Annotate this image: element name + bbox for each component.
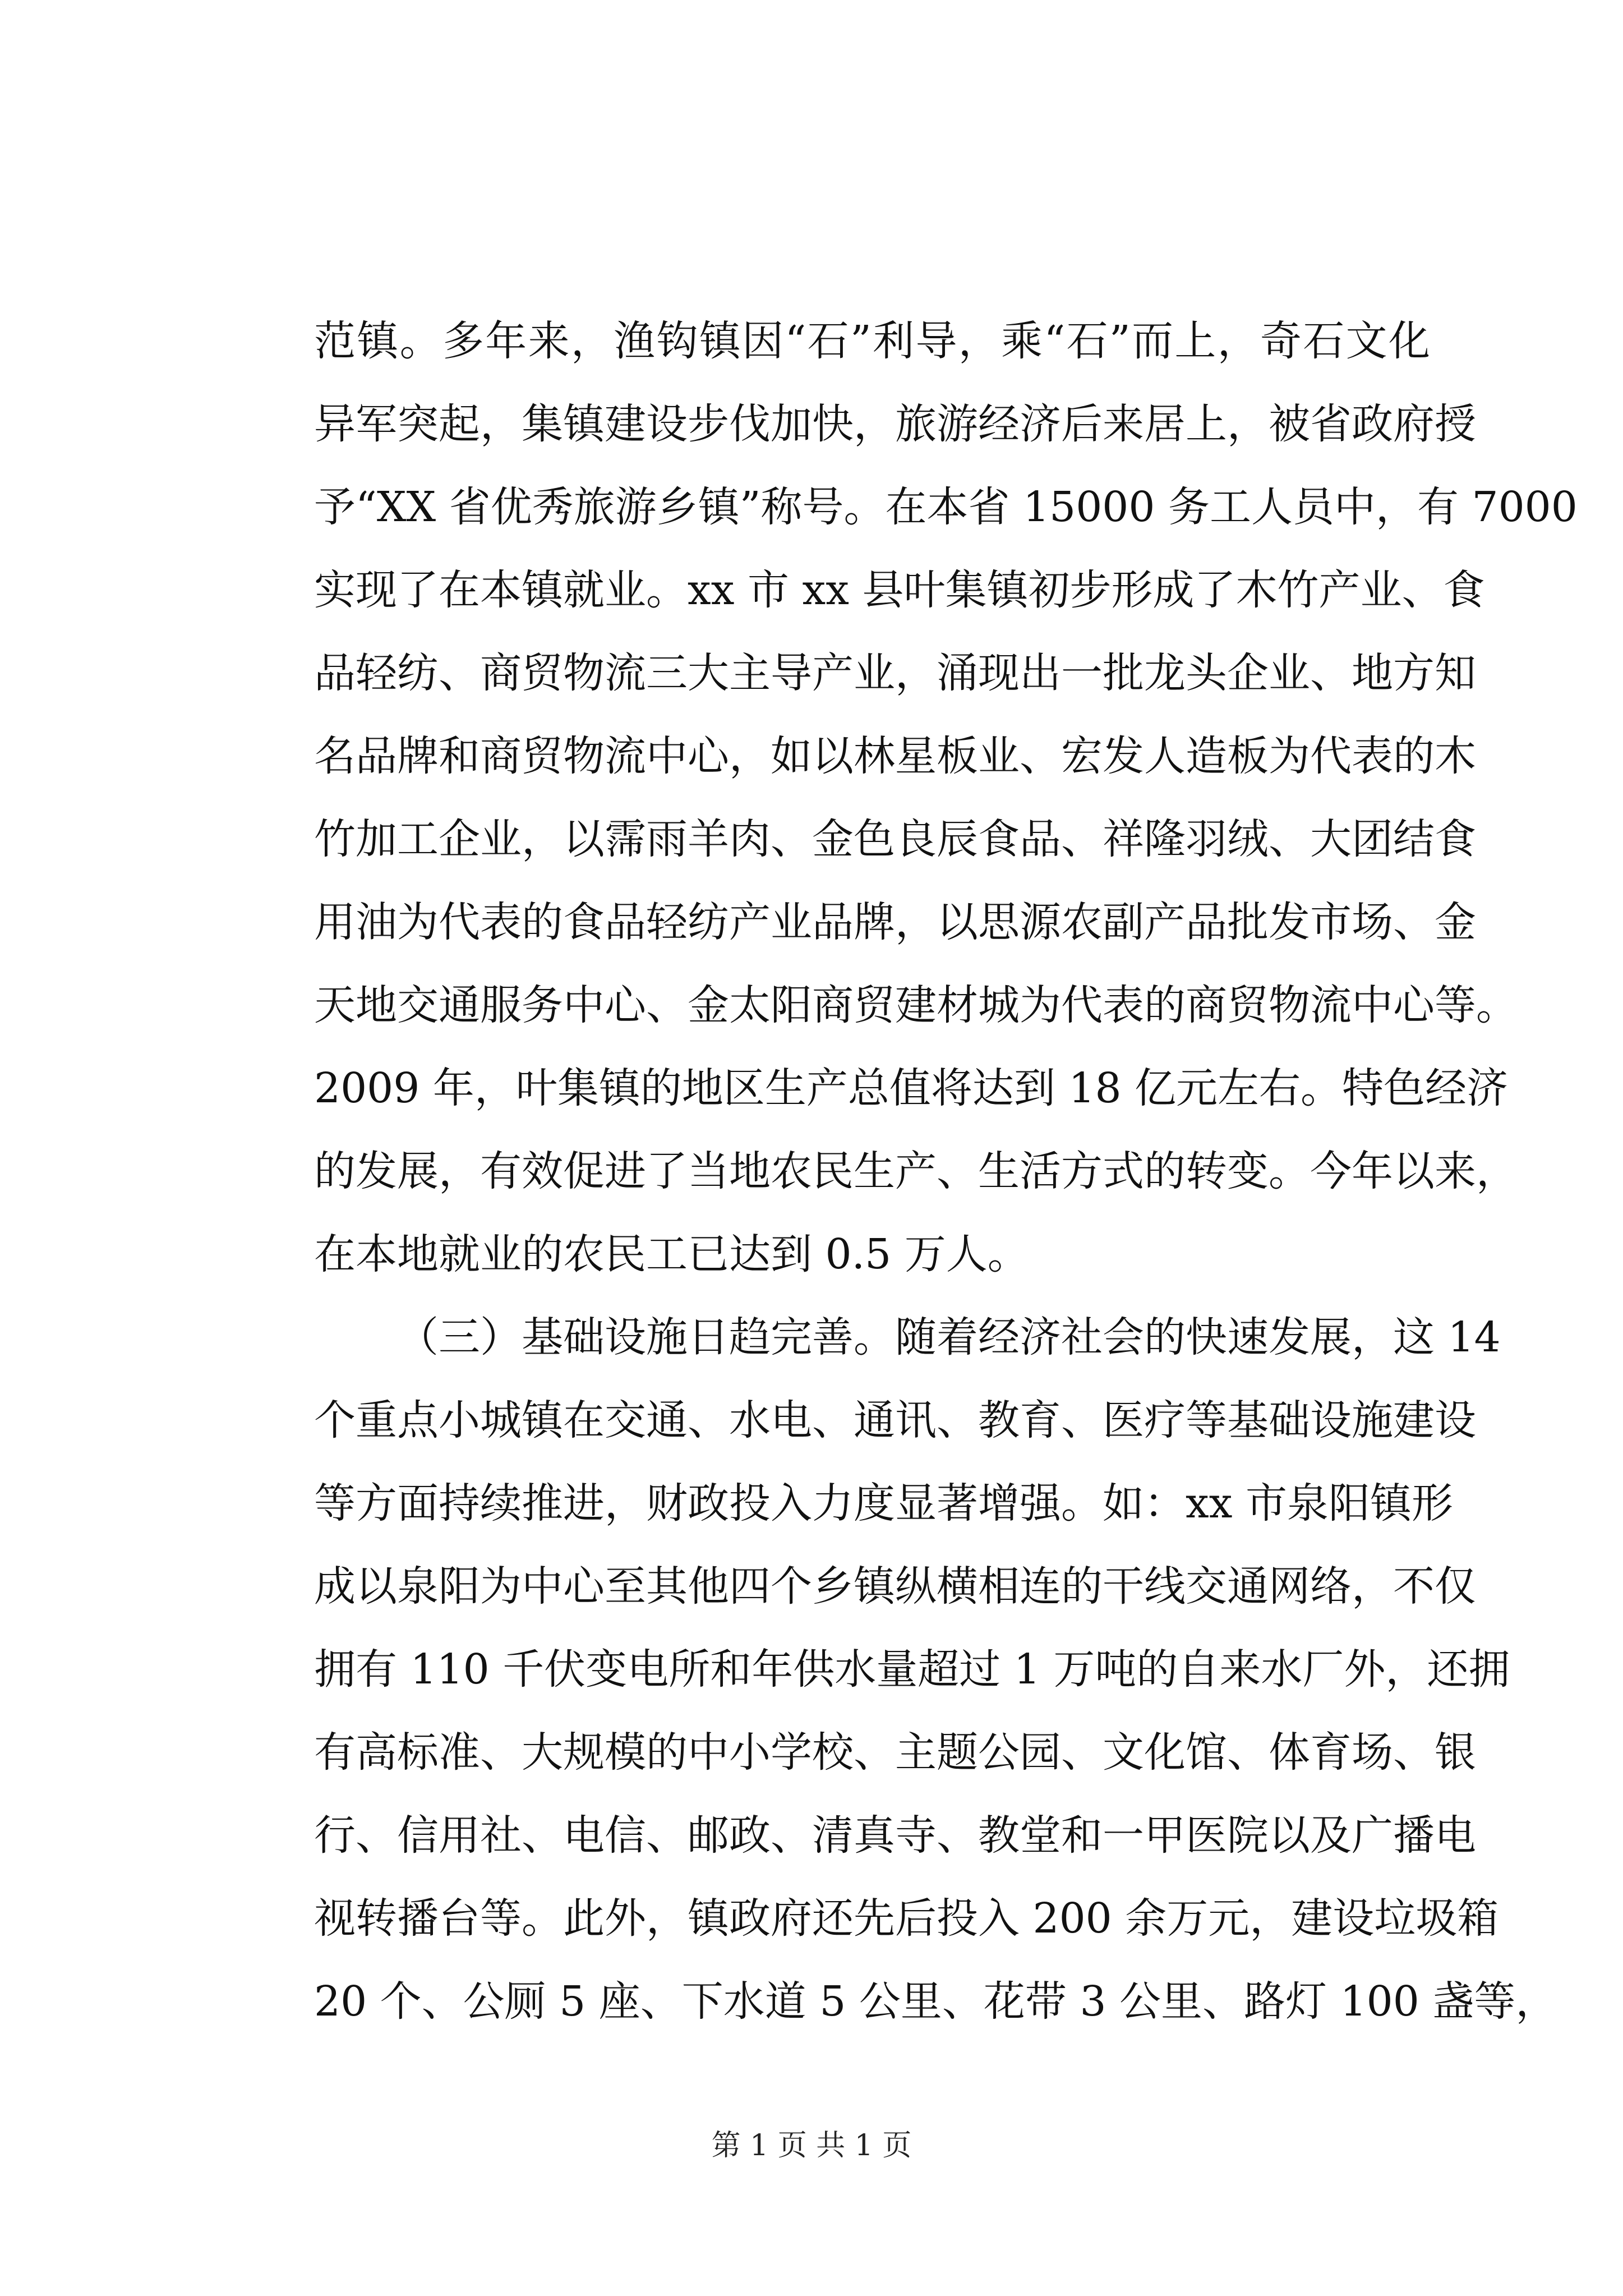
- text-line: 视转播台等。此外，镇政府还先后投入 200 余万元，建设垃圾箱: [314, 1894, 1499, 1943]
- text-line: 行、信用社、电信、邮政、清真寺、教堂和一甲医院以及广播电: [314, 1811, 1476, 1860]
- text-line: 天地交通服务中心、金太阳商贸建材城为代表的商贸物流中心等。: [314, 981, 1518, 1029]
- text-line: 有高标准、大规模的中小学校、主题公园、文化馆、体育场、银: [314, 1728, 1476, 1777]
- text-line: 品轻纺、商贸物流三大主导产业，涌现出一批龙头企业、地方知: [314, 649, 1476, 697]
- text-line: 成以泉阳为中心至其他四个乡镇纵横相连的干线交通网络，不仅: [314, 1562, 1476, 1611]
- text-line: 竹加工企业，以霈雨羊肉、金色良辰食品、祥隆羽绒、大团结食: [314, 815, 1476, 863]
- text-line: 实现了在本镇就业。xx 市 xx 县叶集镇初步形成了木竹产业、食: [314, 566, 1485, 614]
- text-line: 名品牌和商贸物流中心，如以林星板业、宏发人造板为代表的木: [314, 732, 1476, 780]
- text-line: 在本地就业的农民工已达到 0.5 万人。: [314, 1230, 1029, 1278]
- text-line: 异军突起，集镇建设步伐加快，旅游经济后来居上，被省政府授: [314, 400, 1476, 448]
- page-footer: 第 1 页 共 1 页: [711, 2129, 912, 2162]
- text-line: 范镇。多年来，渔钩镇因“石”利导，乘“石”而上，奇石文化: [314, 317, 1430, 365]
- text-line: 2009 年，叶集镇的地区生产总值将达到 18 亿元左右。特色经济: [314, 1064, 1509, 1112]
- text-line: （三）基础设施日趋完善。随着经济社会的快速发展，这 14: [397, 1313, 1501, 1361]
- text-line: 个重点小城镇在交通、水电、通讯、教育、医疗等基础设施建设: [314, 1396, 1476, 1444]
- text-line: 拥有 110 千伏变电所和年供水量超过 1 万吨的自来水厂外，还拥: [314, 1645, 1510, 1694]
- body-text: [314, 300, 1578, 2043]
- text-line: 用油为代表的食品轻纺产业品牌，以思源农副产品批发市场、金: [314, 898, 1476, 946]
- text-line: 20 个、公厕 5 座、下水道 5 公里、花带 3 公里、路灯 100 盏等，: [314, 1977, 1557, 2026]
- text-line: 予“XX 省优秀旅游乡镇”称号。在本省 15000 务工人员中，有 7000: [314, 483, 1578, 531]
- text-line: 的发展，有效促进了当地农民生产、生活方式的转变。今年以来，: [314, 1147, 1518, 1195]
- text-line: 等方面持续推进，财政投入力度显著增强。如：xx 市泉阳镇形: [314, 1479, 1453, 1527]
